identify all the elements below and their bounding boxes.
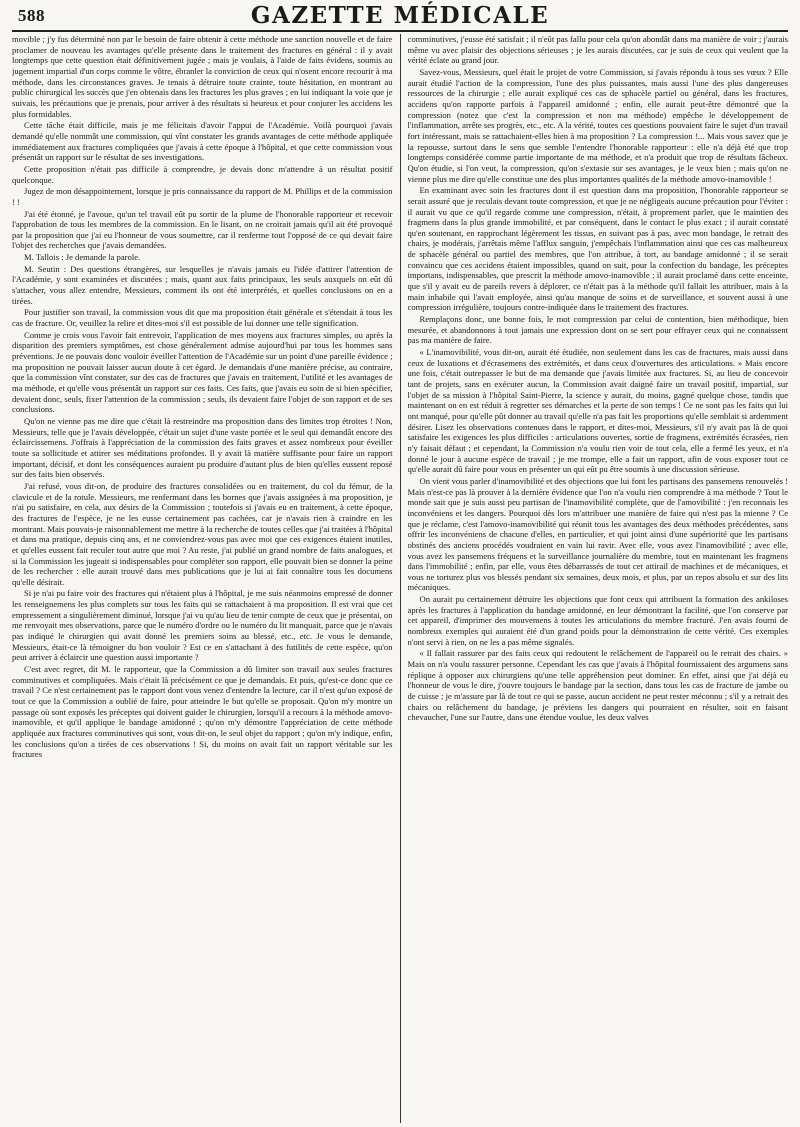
text-columns	[12, 34, 788, 1123]
speech-paragraph: M. Seutin : Des questions étrangères, sur lesquelles je n'avais jamais eu l'idée d'attirer l'attention de l'Académie, y sont examinées et discutées ; mais, quant aux faits principaux, les seuls auxquels on eût dû s'attacher, vous allez entendre, Messieurs, comment ils ont été interprétés, et quelles conclusions on en a tirées.	[12, 263, 393, 306]
paragraph: Jugez de mon désappointement, lorsque je pris connaissance du rapport de M. Phillips et de la commission ! !	[12, 186, 393, 207]
page-header	[12, 0, 788, 32]
paragraph: movible ; j'y fus déterminé non par le besoin de faire obtenir à cette méthode une sanction nouvelle et de faire proclamer de nouveau les avantages qu'elle présente dans le traitement des fractures en général : il y avait longtemps que cette question était définitivement jugée ; mais je voulais, à l'aide de faits évidens, soumis au jugement impartial d'un corps comme le vôtre, ébranler la conviction de ceux qui n'osent encore recourir à ma méthode, dans les circonstances graves. Je tenais à détruire toute crainte, toute hésitation, en montrant au public chirurgical les succès que j'en obtenais dans les fractures les plus graves ; en lui indiquant la voie que je suivais, les précautions que je prenais, pour arriver à des résultats si heureux et pour conjurer les accidens les plus formidables.	[12, 34, 393, 119]
paragraph: Qu'on ne vienne pas me dire que c'était là restreindre ma proposition dans des limites trop étroites ! Non, Messieurs, telle que je l'avais développée, c'était un sujet d'une vaste portée et le seul qui demandât encore des éclaircissemens. J'offrais à l'appréciation de la commission des faits graves et assez nombreux pour éveiller toute sa sollicitude et attirer ses méditations profondes. Il y avait là matière suffisante pour faire un rapport important, décisif, et dont les conséquences auraient pu produire d'autant plus de bien qu'elles eussent reposé sur des faits bien observés.	[12, 415, 393, 480]
paragraph: J'ai refusé, vous dit-on, de produire des fractures consolidées ou en traitement, du col du fémur, de la clavicule et de la rotule. Messieurs, me renfermant dans les bornes que j'avais assignées à ma proposition, je n'ai pu satisfaire, en cela, aux désirs de la Commission ; toutefois si j'avais eu en traitement, à cette époque, des fractures de l'espèce, je ne les eusse certainement pas cachées, car je n'avais rien à craindre en les montrant. Mais pouvais-je raisonnablement me mettre à la recherche de toutes celles que j'ai traitées à l'hôpital et dans ma pratique, depuis cinq ans, et ne conviendrez-vous pas avec moi que ces exigences étaient inutiles, et qu'elles eussent fait reculer tout autre que moi ? Au reste, j'ai publié un grand nombre de faits analogues, et si la Commission les jugeait si indispensables pour compléter son rapport, elle pouvait bien se donner la peine de les rechercher : elle aurait trouvé dans mes publications que je lui ai fait connaître tous les documens qu'elle désirait.	[12, 480, 393, 587]
paragraph: On aurait pu certainement détruire les objections que font ceux qui attribuent la formation des ankiloses après les fractures à l'application du bandage amidonné, en leur démontrant la facilité, que l'on conserve par cet appareil, d'imprimer des mouvemens à toutes les articulations du membre fracturé. J'en avais fourni de nombreux exemples qui auraient été d'un grand poids pour la démonstration de cette vérité. Ces exemples n'ont servi à rien, on ne les a pas même signalés.	[407, 594, 789, 647]
column-rule	[400, 34, 401, 1123]
left-column	[12, 34, 393, 1123]
right-column	[408, 34, 789, 1123]
paragraph: Comme je crois vous l'avoir fait entrevoir, l'application de mes moyens aux fractures simples, ou après la disparition des premiers symptômes, est chose généralement admise aujourd'hui par tous les hommes sans préventions. Je ne pouvais donc vouloir éveiller l'attention de l'Académie sur un point d'une pareille évidence ; ma proposition ne pouvait laisser aucun doute à cet égard. Je demandais d'une manière précise, au contraire, que la commission vînt constater, sur des cas de fractures que j'avais en traitement, l'utilité et les avantages de ma méthode, et qu'elle vous présentât un rapport sur ces faits. Ces faits, que j'avais eu soin de si bien spécifier, devaient donc, seuls, fixer l'attention de la commission ; seuls, ils devaient faire l'objet de son rapport et de ses conclusions.	[12, 329, 393, 415]
paragraph: Remplaçons donc, une bonne fois, le mot compression par celui de contention, bien méthodique, bien mesurée, et abandonnons à tout jamais une expression dont on se sert pour effrayer ceux qui ne connaissent pas ma manière de faire.	[407, 314, 789, 346]
paragraph: J'ai été étonné, je l'avoue, qu'un tel travail eût pu sortir de la plume de l'honorable rapporteur et recevoir l'approbation de tous les membres de la commission. En le lisant, on ne croirait jamais qu'il ait été provoqué par la proposition que j'ai eu l'honneur de vous soumettre, car il renferme tout l'opposé de ce qui devait faire l'objet des recherches que j'avais demandées.	[12, 208, 393, 251]
paragraph: Si je n'ai pu faire voir des fractures qui n'étaient plus à l'hôpital, je me suis néanmoins empressé de donner les renseignemens les plus complets sur tous les faits qui se rattachaient à ma proposition. Il est vrai que cet empressement a singulièrement diminué, lorsque j'ai vu qu'au lieu de tenir compte de ceux que je présentai, on me renvoyait mes observations, parce que le numéro d'ordre ou le numéro du lit manquait, parce que je n'avais pas indiqué le chirurgien qui avait donné les premiers soins au blessé, etc., etc. Je vous le demande, Messieurs, était-ce là témoigner du bon vouloir ? Est ce en s'attachant à des futilités de cette espèce, qu'on peut arriver à éclaircir une question aussi importante ?	[12, 588, 393, 663]
paragraph: C'est avec regret, dit M. le rapporteur, que la Commission a dû limiter son travail aux seules fractures comminutives et compliquées. Mais c'était là précisément ce que je demandais. Et puis, qu'est-ce donc que ce travail ? Ce n'est certainement pas le rapport dont vous venez d'entendre la lecture, car il n'est qu'un exposé de tout ce que la Commission a oublié de faire, pour atteindre le but qu'elle se proposait. Qu'on m'y montre un passage où sont exposés les préceptes qui doivent guider le chirurgien, lorsqu'il a recours à la méthode amovo-inamovible, et qu'il applique le bandage amidonné ; qu'on m'y démontre l'appréciation de cette méthode appliquée aux fractures comminutives qui sont, vous dit-on, le seul objet du rapport ; qu'on m'y indique, enfin, les conclusions qu'on a tirées de ces observations ! Si, du moins on avait fait un rapport véritable sur les fractures	[12, 664, 393, 760]
paragraph: On vient vous parler d'inamovibilité et des objections que lui font les partisans des pansemens renouvelés ! Mais n'est-ce pas là prouver à la dernière évidence que l'on n'a voulu rien comprendre à ma méthode ? Tout le monde sait que je suis aussi peu partisan de l'inamovibilité complète, que de l'amovibilité : j'en reconnais les inconvéniens et les dangers. Pourquoi dès lors m'attribuer une manière de faire qui n'est pas la mienne ? Ce que je réclame, c'est l'amovo-inamovibilité qui réunit tous les avantages des deux méthodes précédentes, sans offrir les inconvéniens de chacune d'elles, en particulier, et qui joint ainsi d'une supériorité que les partisans obstinés des anciens procédés voudraient en vain lui ravir. Avec elle, vous avez l'inamovibilité ; avec elle, vous avez les pansemens fréquens et la surveillance journalière du membre, tout en maintenant les fragmens dans l'immobilité ; enfin, par elle, vous êtes débarrassés de tout cet attirail de machines et de mécaniques, et vous ne torturez plus vos blessés pendant six semaines, deux mois, et plus, par un repos absolu et sur des lits mécaniques.	[407, 475, 789, 593]
paragraph: Cette tâche était difficile, mais je me félicitais d'avoir l'appui de l'Académie. Voilà pourquoi j'avais demandé qu'elle nommât une commission, qui vînt constater les grands avantages de cette méthode appliquée immédiatement aux fractures compliquées que j'avais à cette époque à l'hôpital, et que cette commission vous présentât un rapport sur le résultat de ses investigations.	[12, 120, 393, 163]
paragraph: Cette proposition n'était pas difficile à comprendre, je devais donc m'attendre à un résultat positif quelconque.	[12, 163, 393, 185]
paragraph: En examinant avec soin les fractures dont il est question dans ma proposition, l'honorable rapporteur se serait assuré que je reculais devant toute compression, et que je ne négligeais aucune précaution pour l'éviter : il aurait vu que ce qu'il regarde comme une compression, n'était, à proprement parler, que le maintien des fragmens dans la plus grande immobilité, et par conséquent, dans le contact le plus exact ; il aurait constaté qu'en soutenant, en rapprochant légèrement les tissus, en suivant pas à pas, avec mon bandage, le retrait des chairs, je modérais, j'arrêtais même l'afflux sanguin, j'empêchais l'inflammation ainsi que ces cas malheureux de sphacèle général ou partiel des membres, que l'on attribue, à tort, au bandage amidonné ; il se serait convaincu que ces accidens étaient impossibles, quand on suit, pour la confection du bandage, les préceptes importans, indispensables, que prescrit la méthode amovo-inamovible ; il aurait proclamé dans cette enceinte, que s'il y avait eu de pareils revers à déplorer, ce n'était pas à la méthode qu'il fallait les attribuer, mais à la main inhabile qui l'avait employée, ainsi qu'au manque de soins et de surveillance, et souvent aussi à une compression irrégulière, toujours contre-indiquée dans le traitement des fractures.	[407, 185, 789, 313]
paragraph: Savez-vous, Messieurs, quel était le projet de votre Commission, si j'avais répondu à tous ses vœux ? Elle aurait étudié l'action de la compression, l'une des plus puissantes, mais aussi l'une des plus dangereuses ressources de la chirurgie ; elle aurait expliqué ces cas de sphacèle partiel ou général, dans les fractures, accidens qu'on rapporte parfois à l'appareil amidonné ; enfin, elle aurait peut-être démontré que la compression (notez que c'est la compression et non ma méthode) empêche le développement de l'inflammation, arrête ses progrès, etc., etc. A la vérité, toutes ces questions pouvaient faire le sujet d'un travail fort intéressant, mais se rattachaient-elles bien à ma proposition ? La compression !... Mais vous savez que je la repousse, surtout dans le sens que semble l'entendre l'honorable rapporteur : elle n'a déjà été que trop longtemps considérée comme partie importante de ma méthode, et n'a produit que trop de résultats fâcheux. Qu'on étudie, si l'on veut, la compression, qu'on s'extasie sur ses avantages, je le veux bien ; mais qu'on ne vienne plus me dire qu'elle constitue une des plus importantes qualités de la méthode amovo-inamovible !	[407, 66, 789, 184]
speech-paragraph: M. Tallois : Je demande la parole.	[24, 252, 141, 263]
paragraph: « Il fallait rassurer par des faits ceux qui redoutent le relâchement de l'appareil ou le retrait des chairs. » Mais on n'a voulu rassurer personne. Cependant les cas que j'avais à l'hôpital fournissaient des argumens sans réplique à opposer aux chirurgiens qu'une telle appréhension peut dominer. En effet, ainsi que j'ai déjà eu l'honneur de vous le dire, j'ouvre toujours le bandage par la section, dans tous les cas de fracture de jambe ou de cuisse ; je m'assure par là de tout ce qui se passe, aucun accident ne peut rester méconnu ; s'il y a retrait des chairs ou relâchement du bandage, je préviens les dangers qui pourraient en résulter, soit en faisant chevaucher, l'une sur l'autre, dans une étendue voulue, les deux valves	[407, 648, 789, 723]
masthead-title: GAZETTE MÉDICALE	[250, 2, 550, 29]
paragraph: comminutives, j'eusse été satisfait ; il n'eût pas fallu pour cela qu'on abondât dans ma manière de voir ; j'aurais même vu avec plaisir des objections sérieuses ; je les aurais discutées, car je suis de ceux qui veulent que la vérité éclate au grand jour.	[407, 34, 789, 66]
page-number: 588	[18, 6, 45, 25]
paragraph: « L'inamovibilité, vous dit-on, aurait été étudiée, non seulement dans les cas de fractures, mais aussi dans ceux de luxations et d'écrasemens des extrémités, et dans ceux d'ouvertures des articulations. » Mais encore une fois, c'était outrepasser le but de ma demande que j'avais limitée aux fractures. Si, au lieu de concevoir tant de projets, sans en exécuter aucun, la Commission avait daigné faire un travail positif, impartial, sur l'objet de sa mission à l'hôpital Saint-Pierre, la science y aurait, du moins, gagné quelque chose, tandis que maintenant on en est réduit à regretter ses démarches et la perte de son temps ! Ce ne sont pas les faits qui lui ont manqué, pour qu'elle pût donner au travail qu'elle n'a pas fait les proportions qu'elle semblait si ardemment désirer. Lisez les observations contenues dans le rapport, et dites-moi, Messieurs, s'il n'y avait pas là de quoi satisfaire les exigences les plus difficiles : articulations ouvertes, sortie de fragmens, extrémités écrasées, rien n'y faisait défaut ; et cependant, la Commission n'a voulu rien voir de tout cela, elle a fermé les yeux, et n'a donné le jour à aucune espèce de travail ; je me trompe, elle a fait un rapport, afin de vous exposer tout ce qu'elle aurait dû faire pour vous en présenter un qui eût pu être soumis à une discussion sérieuse.	[407, 347, 789, 475]
paragraph: Pour justifier son travail, la commission vous dit que ma proposition était générale et s'étendait à tous les cas de fracture. Or, veuillez la relire et dites-moi s'il est possible de lui donner une telle signification.	[12, 307, 393, 329]
